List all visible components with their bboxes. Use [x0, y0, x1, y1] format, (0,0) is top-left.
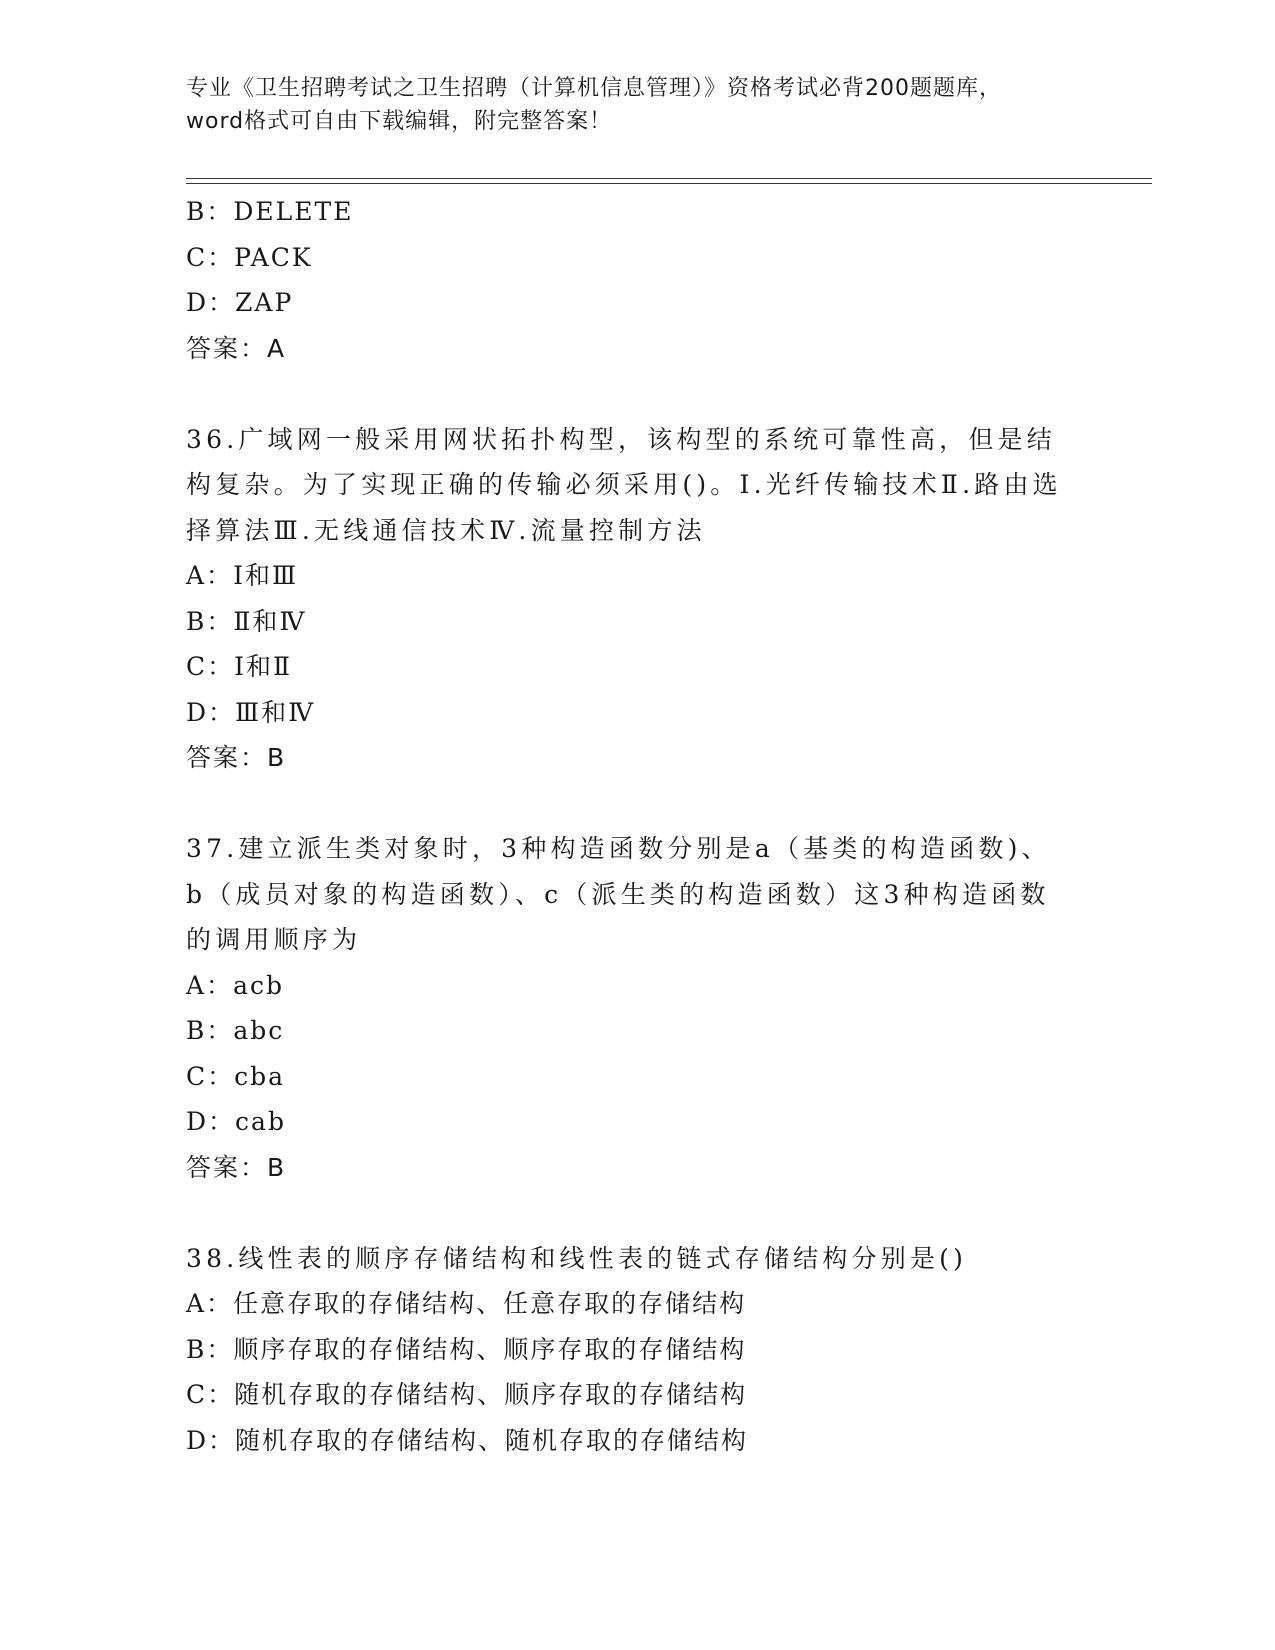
option-text: abc [233, 1016, 285, 1045]
option-text: ZAP [235, 288, 294, 317]
option-text: Ⅱ和Ⅳ [233, 606, 307, 636]
option-text: acb [233, 970, 284, 1000]
option-text: cba [234, 1061, 286, 1091]
option-d [186, 1418, 1066, 1464]
option-label: B： [186, 1334, 234, 1364]
option-a [186, 553, 1066, 599]
option-text: Ⅰ和Ⅱ [234, 652, 293, 681]
question-36-block [186, 417, 1066, 781]
header-divider-top [186, 178, 1152, 179]
option-b [186, 1327, 1066, 1373]
option-b [186, 1008, 1066, 1054]
option-text: PACK [234, 242, 313, 272]
question-38-block [186, 1236, 1066, 1464]
option-c [186, 235, 1066, 281]
spacer [186, 371, 1066, 417]
option-d [186, 1099, 1066, 1145]
option-a [186, 963, 1066, 1009]
header-line-1: 专业《卫生招聘考试之卫生招聘（计算机信息管理）》资格考试必背200题题库， [186, 76, 1002, 101]
option-c [186, 1054, 1066, 1100]
option-label: B： [186, 606, 234, 636]
option-label: D： [186, 1425, 236, 1455]
option-text: DELETE [233, 197, 354, 226]
question-text: 38.线性表的顺序存储结构和线性表的链式存储结构分别是() [186, 1243, 968, 1273]
option-label: C： [186, 652, 235, 681]
option-label: B： [186, 197, 234, 226]
option-label: D： [186, 1107, 236, 1136]
option-label: D： [186, 288, 236, 317]
option-b [186, 599, 1066, 645]
option-d [186, 280, 1066, 326]
option-label: A： [186, 561, 234, 590]
option-d [186, 690, 1066, 736]
option-label: A： [186, 970, 234, 1000]
option-label: D： [186, 697, 236, 727]
question-37-block [186, 826, 1066, 1190]
document-body [186, 189, 1066, 1463]
option-text: 任意存取的存储结构、任意存取的存储结构 [233, 1289, 747, 1318]
spacer [186, 1190, 1066, 1236]
option-text: 顺序存取的存储结构、顺序存取的存储结构 [233, 1334, 747, 1364]
previous-question-block [186, 189, 1066, 371]
option-label: C： [186, 1061, 235, 1091]
page-header [186, 72, 1086, 138]
option-text: 随机存取的存储结构、随机存取的存储结构 [235, 1425, 749, 1455]
option-a [186, 1281, 1066, 1327]
question-text: 37.建立派生类对象时，3种构造函数分别是a（基类的构造函数)、b（成员对象的构造函数）、c（派生类的构造函数）这3种构造函数的调用顺序为 [186, 834, 1051, 954]
option-c [186, 644, 1066, 690]
option-text: Ⅰ和Ⅲ [233, 561, 299, 590]
option-b [186, 189, 1066, 235]
option-label: C： [186, 242, 235, 272]
header-divider-bottom [186, 183, 1152, 184]
answer-line: 答案：A [186, 333, 287, 363]
answer-line: 答案：B [186, 1152, 287, 1182]
spacer [186, 781, 1066, 827]
option-label: C： [186, 1380, 235, 1409]
option-label: A： [186, 1289, 234, 1318]
header-line-2: word格式可自由下载编辑，附完整答案！ [186, 109, 613, 134]
option-label: B： [186, 1016, 234, 1045]
option-text: cab [235, 1107, 286, 1136]
option-c [186, 1372, 1066, 1418]
option-text: 随机存取的存储结构、顺序存取的存储结构 [234, 1380, 748, 1409]
answer-line: 答案：B [186, 743, 287, 772]
question-text: 36.广域网一般采用网状拓扑构型，该构型的系统可靠性高，但是结构复杂。为了实现正确的传输必须采用()。Ⅰ.光纤传输技术Ⅱ.路由选择算法Ⅲ.无线通信技术Ⅳ.流量控制方法 [186, 424, 1062, 545]
option-text: Ⅲ和Ⅳ [235, 697, 316, 727]
